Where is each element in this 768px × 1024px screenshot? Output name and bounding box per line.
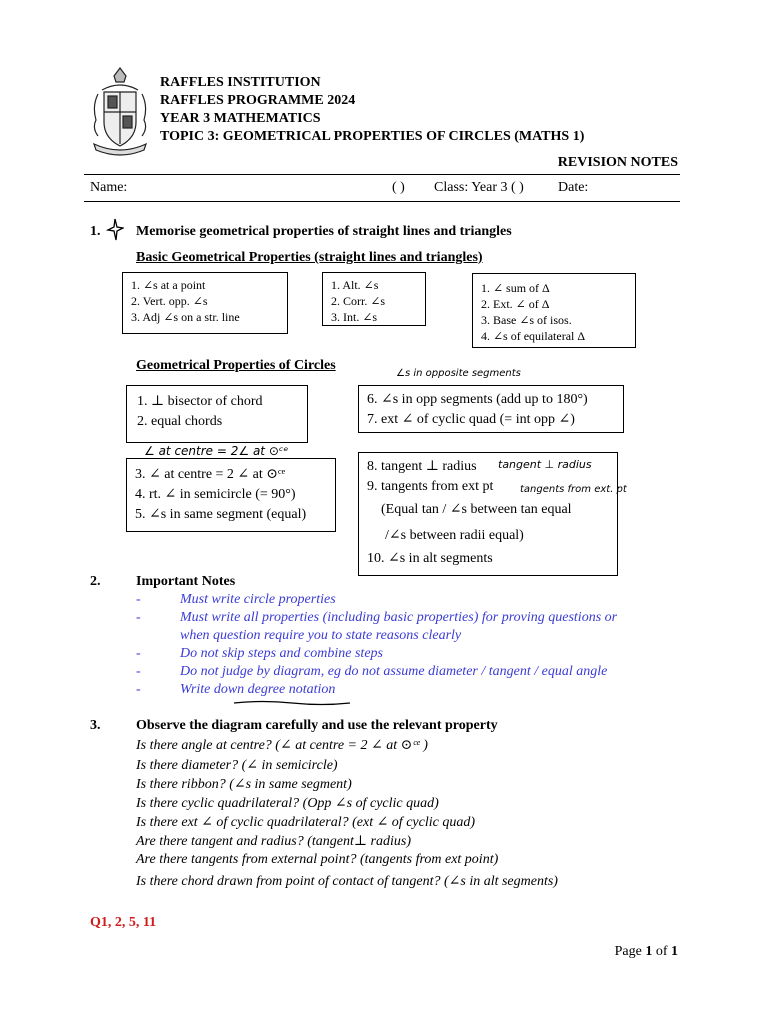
divider-top (84, 174, 680, 175)
class-label: Class: Year 3 ( ) (434, 180, 524, 195)
property-item: 2. equal chords (137, 414, 223, 429)
basic-properties-heading: Basic Geometrical Properties (straight lines and triangles) (136, 250, 483, 265)
property-item: 3. Base ∠s of isos. (481, 313, 572, 327)
note-item: Write down degree notation (180, 682, 336, 697)
bullet-dash: - (136, 646, 141, 661)
header-subject: YEAR 3 MATHEMATICS (160, 111, 321, 126)
chord-properties-box (126, 385, 308, 443)
index-paren: ( ) (392, 180, 405, 195)
property-item: 8. tangent ⊥ radius (367, 459, 477, 474)
handwritten-note: ∠s in opposite segments (396, 368, 521, 379)
revision-notes-title: REVISION NOTES (557, 155, 678, 170)
note-item: Do not skip steps and combine steps (180, 646, 383, 661)
property-item: 2. Corr. ∠s (331, 294, 386, 308)
property-item: 3. Int. ∠s (331, 310, 378, 324)
section1-title: Memorise geometrical properties of straight lines and triangles (136, 224, 512, 239)
property-item: 3. ∠ at centre = 2 ∠ at ⊙ᶜᵉ (135, 467, 286, 482)
property-item: 3. Adj ∠s on a str. line (131, 310, 240, 324)
page-current: 1 (645, 944, 653, 959)
note-item: Must write circle properties (180, 592, 336, 607)
property-item: 2. Vert. opp. ∠s (131, 294, 208, 308)
section2-number: 2. (90, 574, 101, 589)
check-question: Is there ribbon? (∠s in same segment) (136, 777, 352, 792)
check-question: Are there tangents from external point? (tangents from ext point) (136, 852, 499, 867)
check-question: Is there chord drawn from point of contact of tangent? (∠s in alt segments) (136, 874, 558, 889)
note-item: Must write all properties (including basic properties) for proving questions or (180, 610, 618, 625)
triangles-box (472, 273, 636, 348)
header-topic: TOPIC 3: GEOMETRICAL PROPERTIES OF CIRCLES (MATHS 1) (160, 129, 585, 144)
straight-lines-box (122, 272, 288, 334)
property-item: 1. ∠ sum of Δ (481, 281, 550, 295)
property-item: 2. Ext. ∠ of Δ (481, 297, 550, 311)
bullet-dash: - (136, 610, 141, 625)
section2-title: Important Notes (136, 574, 236, 589)
handwritten-underline (232, 698, 352, 708)
check-question: Is there cyclic quadrilateral? (Opp ∠s of cyclic quad) (136, 796, 439, 811)
date-label: Date: (558, 180, 589, 195)
property-item: 9. tangents from ext pt (367, 479, 494, 494)
property-item: 10. ∠s in alt segments (367, 551, 493, 566)
bullet-dash: - (136, 682, 141, 697)
page-total: 1 (671, 944, 678, 959)
property-item: 1. ⊥ bisector of chord (137, 394, 263, 409)
property-item: 5. ∠s in same segment (equal) (135, 507, 307, 522)
page-number (615, 942, 678, 962)
angle-properties-box (126, 458, 336, 532)
star-mark-icon (106, 218, 124, 242)
handwritten-note: tangents from ext. pt (520, 484, 627, 495)
property-item: 4. ∠s of equilateral Δ (481, 329, 586, 343)
property-item: 4. rt. ∠ in semicircle (= 90°) (135, 487, 296, 502)
name-label: Name: (90, 180, 128, 195)
property-item: (Equal tan / ∠s between tan equal (381, 502, 572, 517)
check-question: Are there tangent and radius? (tangent⊥ radius) (136, 834, 411, 849)
check-question: Is there ext ∠ of cyclic quadrilateral? (ext ∠ of cyclic quad) (136, 815, 475, 830)
property-item: 1. ∠s at a point (131, 278, 206, 292)
handwritten-note: tangent ⊥ radius (498, 458, 592, 471)
handwritten-note: ∠ at centre = 2∠ at ⊙ᶜᵉ (144, 444, 289, 458)
cyclic-quad-box (358, 385, 624, 433)
note-item: when question require you to state reasons clearly (180, 628, 462, 643)
header-institution: RAFFLES INSTITUTION (160, 75, 321, 90)
property-item: 6. ∠s in opp segments (add up to 180°) (367, 392, 588, 407)
bullet-dash: - (136, 592, 141, 607)
assigned-questions: Q1, 2, 5, 11 (90, 915, 157, 930)
check-question: Is there angle at centre? (∠ at centre = 2 ∠ at ⊙ᶜᵉ ) (136, 738, 428, 753)
page-label: Page (614, 944, 642, 959)
school-crest-logo (88, 66, 152, 156)
header-programme: RAFFLES PROGRAMME 2024 (160, 93, 356, 108)
section3-title: Observe the diagram carefully and use the relevant property (136, 718, 498, 733)
section1-number: 1. (90, 224, 101, 239)
check-question: Is there diameter? (∠ in semicircle) (136, 758, 338, 773)
note-item: Do not judge by diagram, eg do not assume diameter / tangent / equal angle (180, 664, 608, 679)
circle-properties-heading: Geometrical Properties of Circles (136, 358, 336, 373)
bullet-dash: - (136, 664, 141, 679)
property-item: 1. Alt. ∠s (331, 278, 379, 292)
parallel-lines-box (322, 272, 426, 326)
divider-bottom (84, 201, 680, 202)
property-item: 7. ext ∠ of cyclic quad (= int opp ∠) (367, 412, 575, 427)
page-of: of (655, 944, 668, 959)
property-item: /∠s between radii equal) (385, 528, 524, 543)
section3-number: 3. (90, 718, 101, 733)
